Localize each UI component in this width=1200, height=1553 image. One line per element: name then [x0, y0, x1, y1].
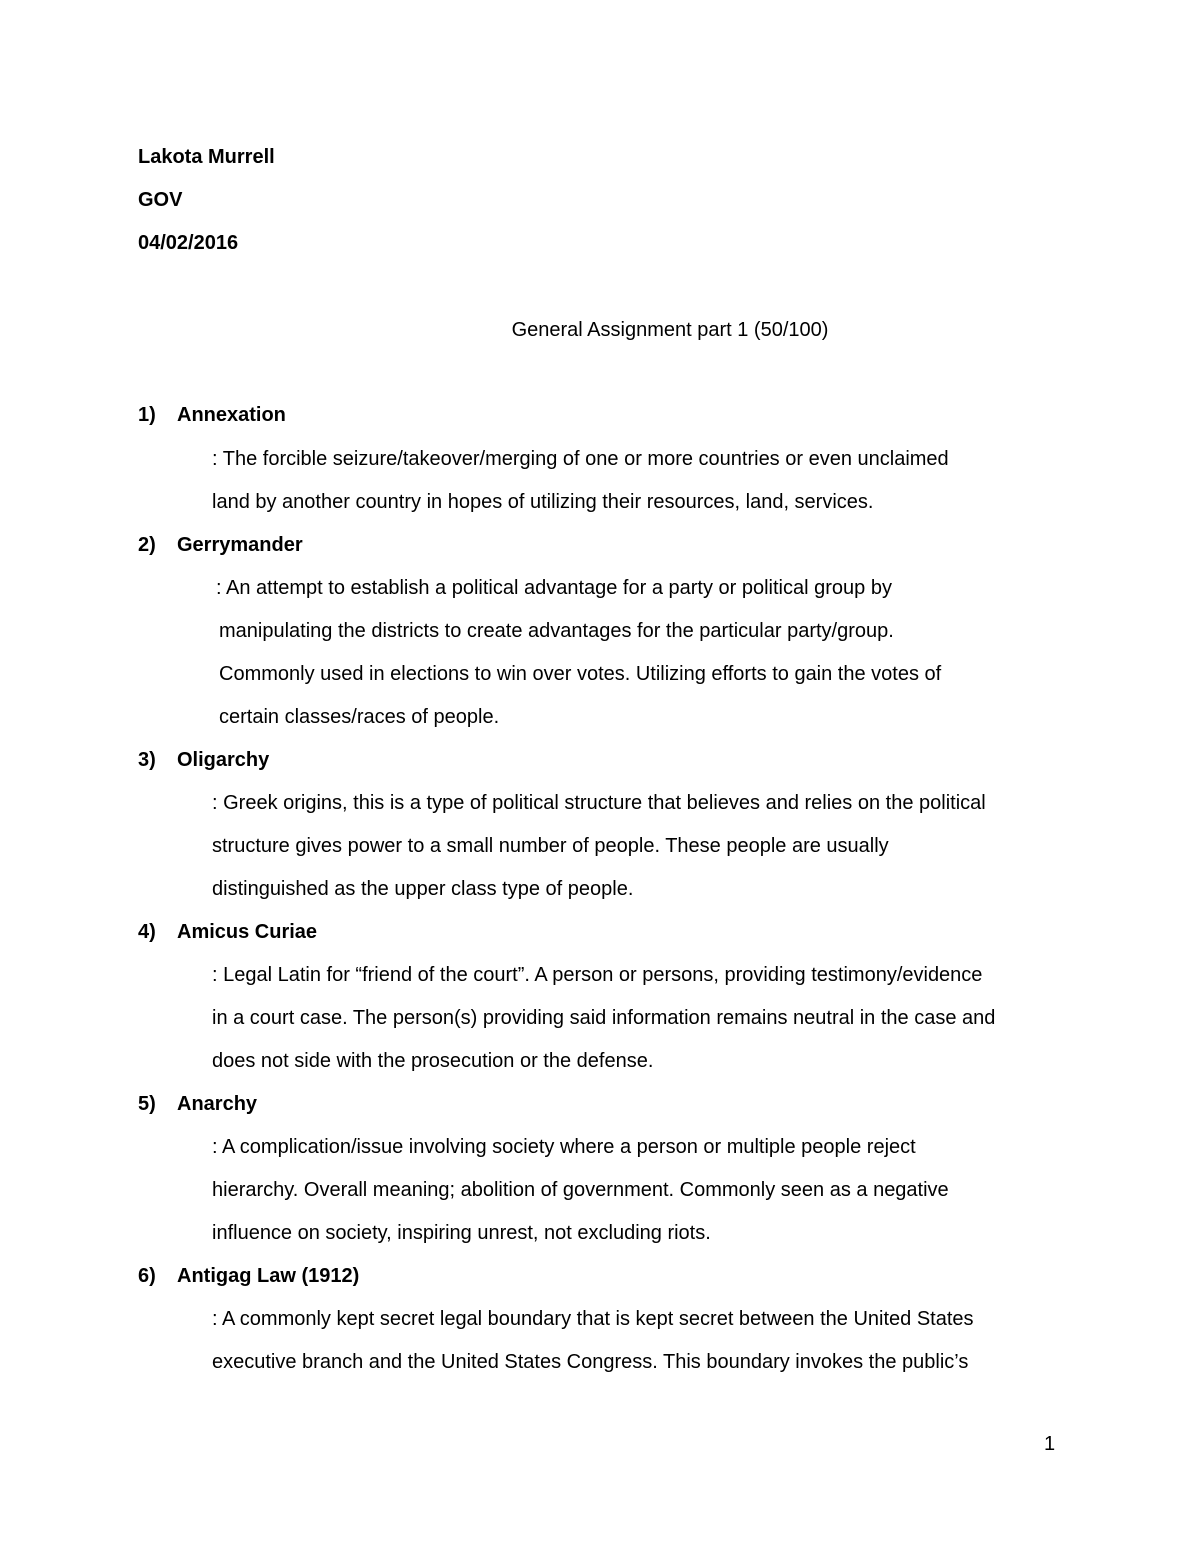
assignment-date: 04/02/2016 — [138, 232, 239, 254]
term-name: Annexation — [177, 404, 286, 426]
definition-line: Commonly used in elections to win over votes. Utilizing efforts to gain the votes of — [219, 663, 942, 685]
definition-line: : Legal Latin for “friend of the court”. A person or persons, providing testimony/evidence — [212, 964, 983, 986]
definition-line: : A commonly kept secret legal boundary that is kept secret between the United States — [212, 1308, 974, 1330]
term-number: 6) — [138, 1265, 156, 1287]
term-heading — [138, 748, 269, 772]
definition-line: certain classes/races of people. — [219, 706, 500, 728]
definition-line: : A complication/issue involving society where a person or multiple people reject — [212, 1136, 916, 1158]
definition-line: does not side with the prosecution or the defense. — [212, 1050, 654, 1072]
course-name: GOV — [138, 189, 183, 211]
definition-line: in a court case. The person(s) providing said information remains neutral in the case and — [212, 1007, 996, 1029]
term-heading — [138, 1264, 359, 1288]
definition-line: : The forcible seizure/takeover/merging of one or more countries or even unclaimed — [212, 448, 949, 470]
term-heading — [138, 920, 317, 944]
term-name: Antigag Law (1912) — [177, 1265, 360, 1287]
definition-line: structure gives power to a small number of people. These people are usually — [212, 835, 889, 857]
definition-line: land by another country in hopes of utilizing their resources, land, services. — [212, 491, 874, 513]
definition-line: hierarchy. Overall meaning; abolition of government. Commonly seen as a negative — [212, 1179, 949, 1201]
definition-line: : Greek origins, this is a type of political structure that believes and relies on the political — [212, 792, 986, 814]
term-heading — [138, 533, 303, 557]
definition-line: : An attempt to establish a political advantage for a party or political group by — [216, 577, 892, 599]
student-name: Lakota Murrell — [138, 146, 275, 168]
definition-line: influence on society, inspiring unrest, not excluding riots. — [212, 1222, 711, 1244]
term-number: 3) — [138, 749, 156, 771]
definition-line: distinguished as the upper class type of people. — [212, 878, 634, 900]
term-name: Oligarchy — [177, 749, 270, 771]
term-number: 5) — [138, 1093, 156, 1115]
term-name: Amicus Curiae — [177, 921, 318, 943]
term-name: Gerrymander — [177, 534, 303, 556]
term-heading — [138, 1092, 257, 1116]
definition-line: manipulating the districts to create advantages for the particular party/group. — [219, 620, 894, 642]
term-number: 4) — [138, 921, 156, 943]
page-number: 1 — [1044, 1433, 1056, 1455]
term-heading — [138, 403, 286, 427]
term-name: Anarchy — [177, 1093, 258, 1115]
definition-line: executive branch and the United States Congress. This boundary invokes the public’s — [212, 1351, 969, 1373]
term-number: 1) — [138, 404, 156, 426]
term-number: 2) — [138, 534, 156, 556]
document-title: General Assignment part 1 (50/100) — [511, 319, 829, 341]
